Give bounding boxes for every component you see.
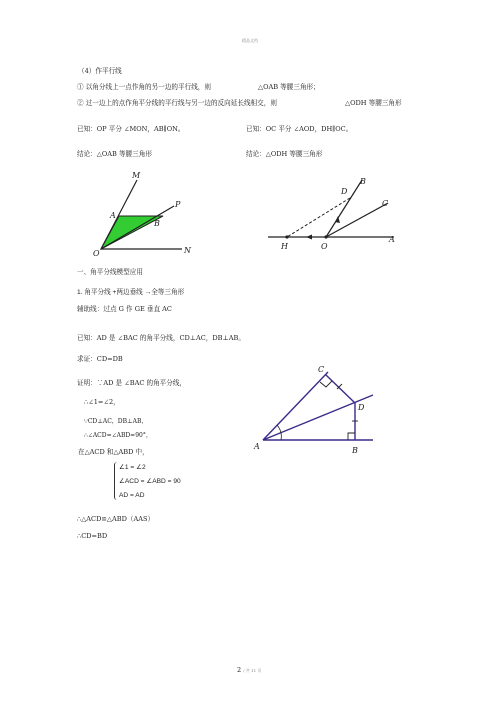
model-item-1: 1. 角平分线 +两边垂线 →全等三角形 — [77, 289, 185, 296]
label-a3: A — [254, 442, 260, 451]
proof-intro: 证明：∵AD 是 ∠BAC 的角平分线， — [77, 379, 187, 387]
segment-dh — [287, 198, 350, 237]
rule-2-result: △ODH 等腰三角形 — [345, 99, 402, 107]
proof-conclusion: ∴CD=BD — [77, 532, 108, 540]
label-c: C — [382, 199, 389, 208]
ray-ad — [263, 395, 373, 440]
equation-system-brace — [114, 462, 118, 500]
label-b: B — [154, 219, 160, 228]
auxiliary-line-note: 辅助线：过点 G 作 GE 垂直 AC — [77, 305, 172, 313]
label-p: P — [175, 200, 181, 209]
label-b3: B — [352, 446, 358, 455]
ray-oc — [326, 203, 388, 237]
given-left: 已知：OP 平分 ∠MON，AB∥ON。 — [77, 125, 185, 133]
rule-1-result: △OAB 等腰三角形； — [258, 83, 320, 91]
label-o2: O — [321, 242, 328, 251]
page-header: 精品文档 — [242, 38, 258, 43]
system-line-1: ∠1 = ∠2 — [119, 464, 146, 471]
ray-ac — [263, 372, 328, 440]
figure-bisector-perpendiculars — [263, 372, 373, 440]
label-n: N — [184, 246, 191, 255]
prove-statement: 求证：CD=DB — [77, 355, 123, 363]
label-d3: D — [358, 403, 365, 412]
conclusion-right: 结论：△ODH 等腰三角形 — [246, 150, 323, 158]
point-o — [324, 235, 327, 238]
given-right: 已知：OC 平分 ∠AOD，DH∥OC。 — [246, 125, 353, 133]
angle-arc-a — [277, 425, 281, 440]
proof-step-4: 在△ACD 和△ABD 中， — [78, 448, 149, 456]
part1-heading: 一、角平分线模型应用 — [77, 268, 143, 276]
proof-step-2: ∵CD⊥AC，DB⊥AB， — [84, 418, 148, 425]
label-b2: B — [360, 177, 366, 186]
label-a2: A — [389, 235, 395, 244]
given-statement: 已知：AD 是 ∠BAC 的角平分线，CD⊥AC，DB⊥AB。 — [77, 334, 245, 342]
label-m: M — [132, 171, 141, 180]
proof-step-5: ∴△ACD≌△ABD（AAS） — [77, 515, 155, 523]
point-h — [285, 235, 288, 238]
segment-cd — [326, 375, 355, 403]
page-total: / 共 11 页 — [243, 668, 262, 673]
system-line-3: AD = AD — [119, 492, 145, 499]
system-line-2: ∠ACD = ∠ABD = 90 — [119, 478, 181, 485]
label-d: D — [341, 187, 348, 196]
label-a: A — [110, 211, 116, 220]
label-h: H — [281, 242, 288, 251]
label-o: O — [93, 249, 100, 258]
arrow-marker-1 — [306, 235, 312, 240]
proof-step-3: ∴∠ACD=∠ABD=90°， — [84, 432, 152, 439]
right-angle-c — [320, 381, 332, 387]
label-c3: C — [318, 365, 325, 374]
figure-parallel-to-bisector — [268, 177, 395, 251]
proof-step-1: ∴∠1=∠2， — [84, 398, 120, 406]
rule-2-text: ② 过一边上的点作角平分线的平行线与另一边的反向延长线相交，则 — [77, 99, 277, 107]
rule-1-text: ① 以角分线上一点作角的另一边的平行线，则 — [77, 83, 211, 91]
figure-angle-bisector-parallel — [93, 171, 192, 258]
page-footer — [237, 666, 261, 675]
right-angle-b — [348, 433, 355, 440]
section-heading-parallel: （4）作平行线 — [78, 67, 122, 75]
page-number: 2 — [237, 666, 242, 674]
conclusion-left: 结论：△OAB 等腰三角形 — [77, 150, 152, 158]
